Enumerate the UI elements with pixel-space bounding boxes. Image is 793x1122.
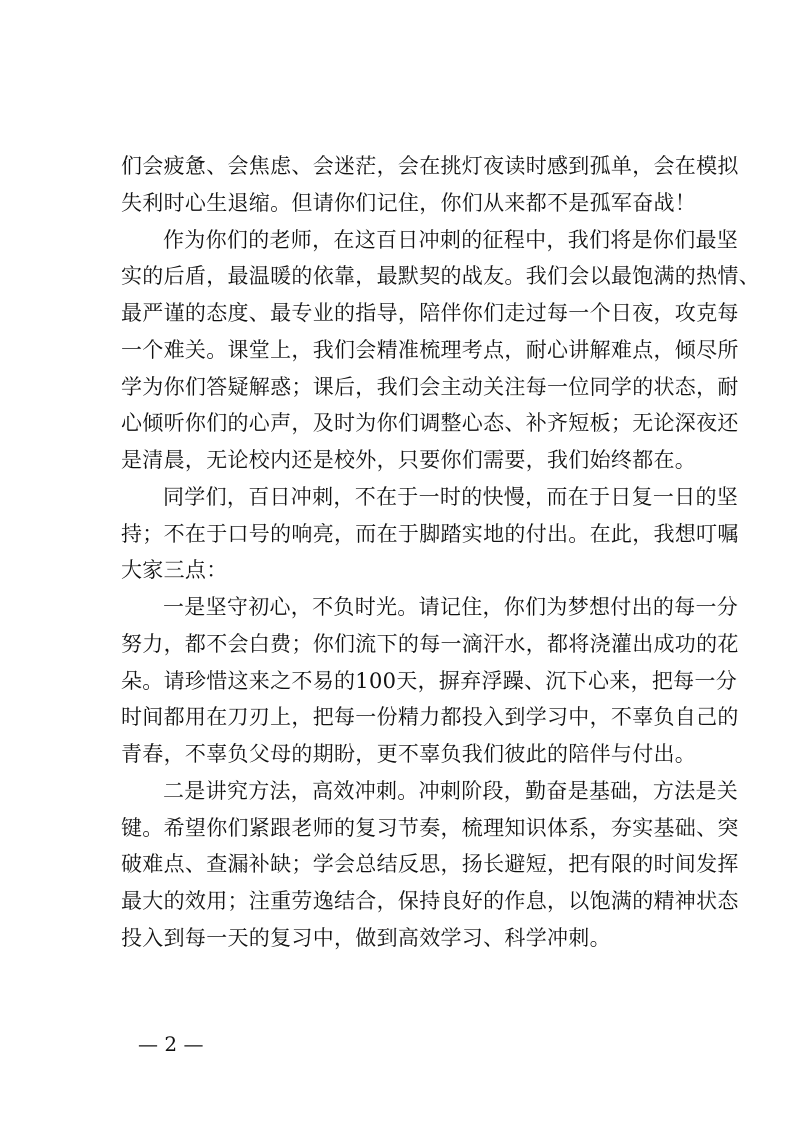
text-line: 大家三点：	[121, 558, 228, 583]
text-line: 一是坚守初心，不负时光。请记住，你们为梦想付出的每一分	[163, 595, 739, 619]
text-line: 是清晨，无论校内还是校外，只要你们需要，我们始终都在。	[121, 448, 697, 472]
text-line: 最大的效用；注重劳逸结合，保持良好的作息，以饱满的精神状态	[121, 889, 739, 913]
text-line: 键。希望你们紧跟老师的复习节奏，梳理知识体系，夯实基础、突	[121, 815, 739, 840]
text-line: 青春，不辜负父母的期盼，更不辜负我们彼此的陪伴与付出。	[121, 742, 697, 766]
text-line: 时间都用在刀刃上，把每一份精力都投入到学习中，不辜负自己的	[121, 705, 739, 730]
page-number: — 2 —	[138, 1032, 204, 1056]
text-line: 破难点、查漏补缺；学会总结反思，扬长避短，把有限的时间发挥	[121, 852, 739, 877]
text-line: 们会疲惫、会焦虑、会迷茫，会在挑灯夜读时感到孤单，会在模拟	[121, 154, 739, 178]
text-line: 一个难关。课堂上，我们会精准梳理考点，耐心讲解难点，倾尽所	[121, 337, 739, 362]
text-line: 心倾听你们的心声，及时为你们调整心态、补齐短板；无论深夜还	[121, 411, 739, 436]
text-line: 努力，都不会白费；你们流下的每一滴汗水，都将浇灌出成功的花	[121, 631, 739, 656]
text-line: 失利时心生退缩。但请你们记住，你们从来都不是孤军奋战！	[121, 190, 697, 215]
text-line: 朵。请珍惜这来之不易的100天，摒弃浮躁、沉下心来，把每一分	[121, 668, 738, 693]
text-line: 投入到每一天的复习中，做到高效学习、科学冲刺。	[121, 925, 611, 950]
text-line: 最严谨的态度、最专业的指导，陪伴你们走过每一个日夜，攻克每	[121, 301, 739, 325]
text-line: 二是讲究方法，高效冲刺。冲刺阶段，勤奋是基础，方法是关	[163, 778, 739, 803]
text-line: 学为你们答疑解惑；课后，我们会主动关注每一位同学的状态，耐	[121, 374, 739, 399]
text-line: 同学们，百日冲刺，不在于一时的快慢，而在于日复一日的坚	[163, 484, 739, 509]
text-line: 实的后盾，最温暖的依靠，最默契的战友。我们会以最饱满的热情、	[121, 264, 760, 289]
document-body	[121, 148, 760, 957]
text-line: 作为你们的老师，在这百日冲刺的征程中，我们将是你们最坚	[163, 227, 739, 252]
text-line: 持；不在于口号的响亮，而在于脚踏实地的付出。在此，我想叮嘱	[121, 521, 739, 546]
